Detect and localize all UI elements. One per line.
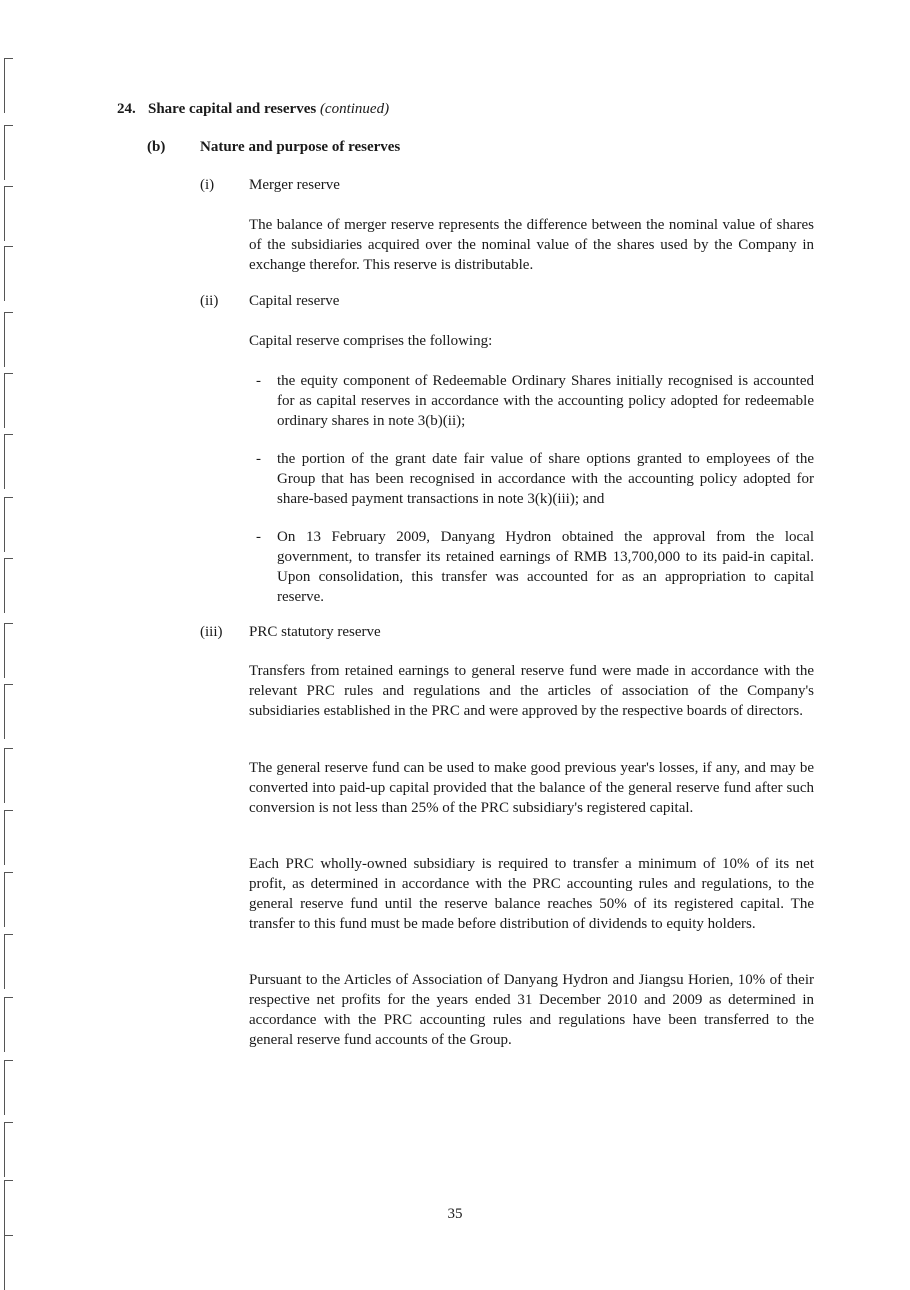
item-title: Capital reserve <box>249 293 340 309</box>
binding-mark <box>4 872 13 927</box>
binding-mark <box>4 1122 13 1177</box>
binding-mark <box>4 373 13 428</box>
binding-mark <box>4 246 13 301</box>
binding-mark <box>4 997 13 1052</box>
item-heading-capital-reserve <box>200 293 339 310</box>
binding-mark <box>4 1060 13 1115</box>
binding-mark <box>4 684 13 739</box>
prc-reserve-paragraph: Each PRC wholly-owned subsidiary is required to transfer a minimum of 10% of its net profit, as determined in accordance with the PRC accounting rules and regulations, to the general reserve fund until the reserve balance reaches 50% of its registered capital. The transfer to this fund must be made before distribution of dividends to equity holders. <box>249 856 814 932</box>
bullet-text: the portion of the grant date fair value of share options granted to employees of the Group that has been recognised in accordance with the accounting policy adopted for share-based payment transactions in note 3(k)(iii); and <box>277 451 814 507</box>
binding-mark <box>4 58 13 113</box>
section-continued: (continued) <box>319 101 390 117</box>
prc-reserve-paragraph: Transfers from retained earnings to general reserve fund were made in accordance with the relevant PRC rules and regulations and the articles of association of the Company's subsidiaries established in the PRC and were approved by the respective boards of directors. <box>249 663 814 719</box>
binding-marks <box>0 0 30 1287</box>
bullet-text: On 13 February 2009, Danyang Hydron obtained the approval from the local government, to transfer its retained earnings of RMB 13,700,000 to its paid-in capital. Upon consolidation, this transfer was accounted for as an appropriation to capital reserve. <box>277 529 814 605</box>
section-heading <box>117 101 389 118</box>
binding-mark <box>4 810 13 865</box>
binding-mark <box>4 934 13 989</box>
section-title: Share capital and reserves <box>148 101 317 117</box>
subsection-heading <box>147 139 400 156</box>
merger-reserve-paragraph: The balance of merger reserve represents the difference between the nominal value of shares of the subsidiaries acquired over the nominal value of the shares used by the Company in exchange therefor. This reserve is distributable. <box>249 217 814 273</box>
prc-reserve-paragraph: The general reserve fund can be used to make good previous year's losses, if any, and may be converted into paid-up capital provided that the balance of the general reserve fund after such conversion is not less than 25% of the PRC subsidiary's registered capital. <box>249 760 814 816</box>
item-heading-merger-reserve <box>200 177 340 194</box>
item-title: Merger reserve <box>249 177 340 193</box>
binding-mark <box>4 312 13 367</box>
subsection-label: (b) <box>147 139 166 155</box>
section-number: 24. <box>117 101 136 117</box>
binding-mark <box>4 434 13 489</box>
capital-reserve-intro: Capital reserve comprises the following: <box>249 333 493 349</box>
item-label: (iii) <box>200 624 223 640</box>
binding-mark <box>4 623 13 678</box>
item-title: PRC statutory reserve <box>249 624 381 640</box>
prc-reserve-paragraph: Pursuant to the Articles of Association of Danyang Hydron and Jiangsu Horien, 10% of their respective net profits for the years ended 31 December 2010 and 2009 as determined in accordance with the PRC accounting rules and regulations have been transferred to the general reserve fund accounts of the Group. <box>249 972 814 1048</box>
item-label: (ii) <box>200 293 219 309</box>
binding-mark <box>4 1235 13 1290</box>
page-number: 35 <box>447 1206 463 1222</box>
item-label: (i) <box>200 177 215 193</box>
binding-mark <box>4 748 13 803</box>
document-page: 24. Share capital and reserves (continued) (b) Nature and purpose of reserves (i) Merger reserve The balance of merger reserve represents the difference between the nominal value of shares of the subsidiaries acquired over the nominal value of the shares used by the Company in exchange therefor. This reserve is distributable. (ii) Capital reserve Capital reserve comprises the following: - the equity component of Redeemable Ordinary Shares initially recognised is accounted for as capital reserves in accordance with the accounting policy adopted for redeemable ordinary shares in note 3(b)(ii); - the portion of the grant date fair value of share options granted to employees of the Group that has been recognised in accordance with the accounting policy adopted for share-based payment transactions in note 3(k)(iii); and - On 13 February 2009, Danyang Hydron obtained the approval from the local government, to transfer its retained earnings of RMB 13,700,000 to its paid-in capital. Upon consolidation, this transfer was accounted for as an appropriation to capital reserve. (iii) PRC statutory reserve Transfers from retained earnings to general reserve fund were made in accordance with the relevant PRC rules and regulations and the articles of association of the Company's subsidiaries established in the PRC and were approved by the respective boards of directors. The general reserve fund can be used to make good previous year's losses, if any, and may be converted into paid-up capital provided that the balance of the general reserve fund after such conversion is not less than 25% of the PRC subsidiary's registered capital. Each PRC wholly-owned subsidiary is required to transfer a minimum of 10% of its net profit, as determined in accordance with the PRC accounting rules and regulations, to the general reserve fund until the reserve balance reaches 50% of its registered capital. The transfer to this fund must be made before distribution of dividends to equity holders. Pursuant to the Articles of Association of Danyang Hydron and Jiangsu Horien, 10% of their respective net profits for the years ended 31 December 2010 and 2009 as determined in accordance with the PRC accounting rules and regulations have been transferred to the general reserve fund accounts of the Group. 35 <box>0 0 910 1287</box>
binding-mark <box>4 558 13 613</box>
binding-mark <box>4 497 13 552</box>
item-heading-prc-statutory-reserve <box>200 624 381 641</box>
binding-mark <box>4 125 13 180</box>
bullet-text: the equity component of Redeemable Ordinary Shares initially recognised is accounted for as capital reserves in accordance with the accounting policy adopted for redeemable ordinary shares in note 3(b)(ii); <box>277 373 814 429</box>
subsection-title: Nature and purpose of reserves <box>200 139 401 155</box>
binding-mark <box>4 186 13 241</box>
